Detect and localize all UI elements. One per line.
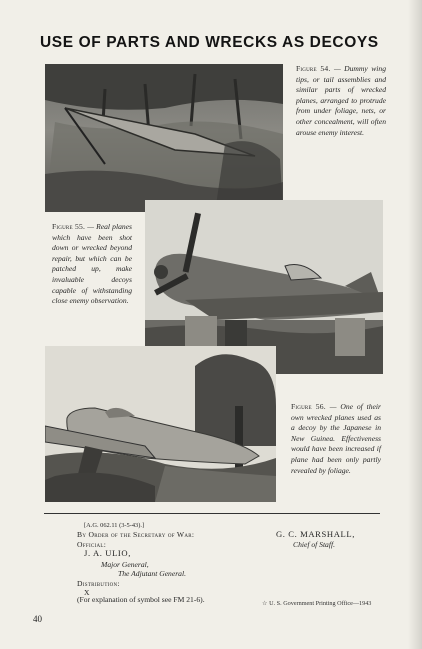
footer-distribution-note: (For explanation of symbol see FM 21-6).: [77, 595, 205, 604]
figure-56-label: Figure 56.: [291, 402, 326, 411]
footer-chief-title: Chief of Staff.: [293, 540, 335, 549]
figure-54-photo: [45, 64, 283, 212]
page-title: USE OF PARTS AND WRECKS AS DECOYS: [40, 34, 379, 51]
footer-official-title: The Adjutant General.: [118, 569, 186, 578]
footer-reference: [A.G. 062.11 (3-5-43).]: [84, 522, 145, 529]
figure-54-text: — Dummy wing tips, or tail assemblies and similar parts of wrecked planes, arranged to protrude from under foliage, nets, or other concealment, will often arouse enemy interest.: [296, 64, 387, 137]
page-number: 40: [33, 614, 42, 624]
footer-official-name: J. A. ULIO,: [84, 548, 131, 558]
figure-55-text: — Real planes which have been shot down or wrecked beyond repair, but which can be patched up, make invaluable decoys capable of withstanding close enemy observation.: [52, 222, 132, 306]
figure-54-caption: [296, 64, 386, 138]
figure-56-text: — One of their own wrecked planes used as a decoy by the Japanese in New Guinea. Effectiveness would have been increased if plane had been only partly revealed by foliage.: [291, 402, 381, 475]
figure-54-label: Figure 54.: [296, 64, 331, 73]
footer-distribution-label: Distribution:: [77, 579, 120, 588]
footer-order: By Order of the Secretary of War:: [77, 530, 195, 539]
printing-office-note: ☆ U. S. Government Printing Office—1943: [262, 600, 372, 607]
figure-55-caption: [52, 222, 132, 307]
footer-distribution-value: X: [84, 588, 90, 597]
footer-official-label: Official:: [77, 540, 107, 549]
footer-rule: [44, 513, 380, 514]
page-edge-shadow: [408, 0, 422, 649]
footer-official-rank: Major General,: [101, 560, 149, 569]
figure-55-label: Figure 55.: [52, 222, 86, 231]
figure-56-photo: [45, 346, 276, 502]
figure-56-caption: [291, 402, 381, 476]
footer-chief-name: G. C. MARSHALL,: [276, 529, 355, 539]
